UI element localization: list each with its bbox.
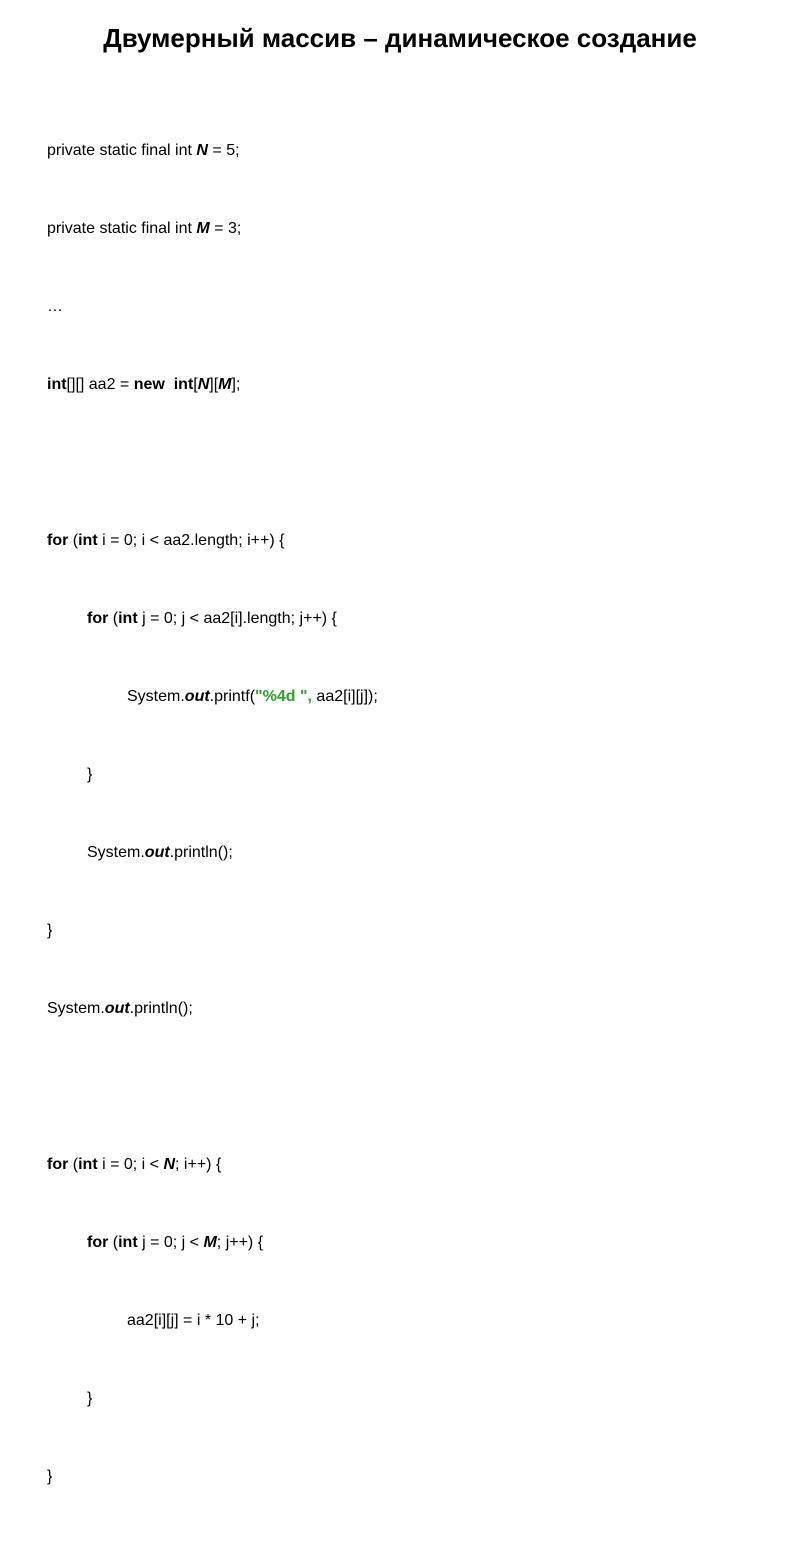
code-line [47,684,378,710]
code-token: ; j++) { [216,1234,264,1251]
string-literal: "%4d ", [255,688,312,705]
code-line: … [47,298,65,315]
code-token: M [203,1234,217,1251]
code-line [47,372,378,398]
code-token: int [118,1234,138,1251]
code-token: private static final int [47,220,197,237]
code-token [165,376,174,393]
code-line: } [87,1390,93,1407]
code-line: } [47,922,53,939]
code-token: for [47,532,69,549]
code-token: ( [68,1156,79,1173]
code-token: j = 0; j < [137,1234,204,1251]
code-token: System. [47,1000,105,1017]
code-token: = 3; [209,220,242,237]
code-line [47,216,378,242]
code-token: out [184,688,210,705]
code-token: .printf( [209,688,256,705]
code-token: .println(); [169,844,233,861]
code-token: for [87,610,109,627]
code-line [47,1152,378,1178]
code-line [47,840,378,866]
code-token: System. [127,688,185,705]
code-line [47,528,378,554]
code-line-blank [47,1074,378,1100]
code-line-blank [47,450,378,476]
code-token: N [197,376,210,393]
code-token: i = 0; i < [97,1156,164,1173]
code-token: [][] aa2 = [66,376,134,393]
code-token: ]; [231,376,241,393]
code-token: M [196,220,210,237]
code-line: aa2[i][j] = i * 10 + j; [127,1312,260,1329]
code-token: ( [108,1234,119,1251]
code-token: ; i++) { [175,1156,222,1173]
code-token: for [87,1234,109,1251]
code-token: private static final int [47,142,197,159]
code-line [47,606,378,632]
code-line [47,996,378,1022]
code-token: out [144,844,170,861]
code-token: ( [68,532,79,549]
code-token: ][ [209,376,219,393]
code-token: int [78,1156,98,1173]
slide-title: Двумерный массив – динамическое создание [103,23,697,53]
code-block [47,86,378,1542]
code-token: int [173,376,194,393]
code-token: int [118,610,138,627]
code-token: N [163,1156,176,1173]
code-token: ( [108,610,119,627]
code-token: int [47,376,67,393]
code-token: int [78,532,98,549]
code-line [47,1230,378,1256]
code-token: aa2[i][j]); [311,688,378,705]
code-line: } [47,1468,53,1485]
code-token: System. [87,844,145,861]
code-token: .println(); [129,1000,193,1017]
code-line [47,138,378,164]
code-token: i = 0; i < aa2.length; i++) { [97,532,285,549]
code-token: j = 0; j < aa2[i].length; j++) { [137,610,337,627]
code-token: new [133,376,165,393]
code-token: N [196,142,208,159]
code-token: M [218,376,232,393]
code-token: [ [193,376,198,393]
code-token: = 5; [207,142,240,159]
code-token: for [47,1156,69,1173]
code-token: out [104,1000,130,1017]
code-line: } [87,766,93,783]
